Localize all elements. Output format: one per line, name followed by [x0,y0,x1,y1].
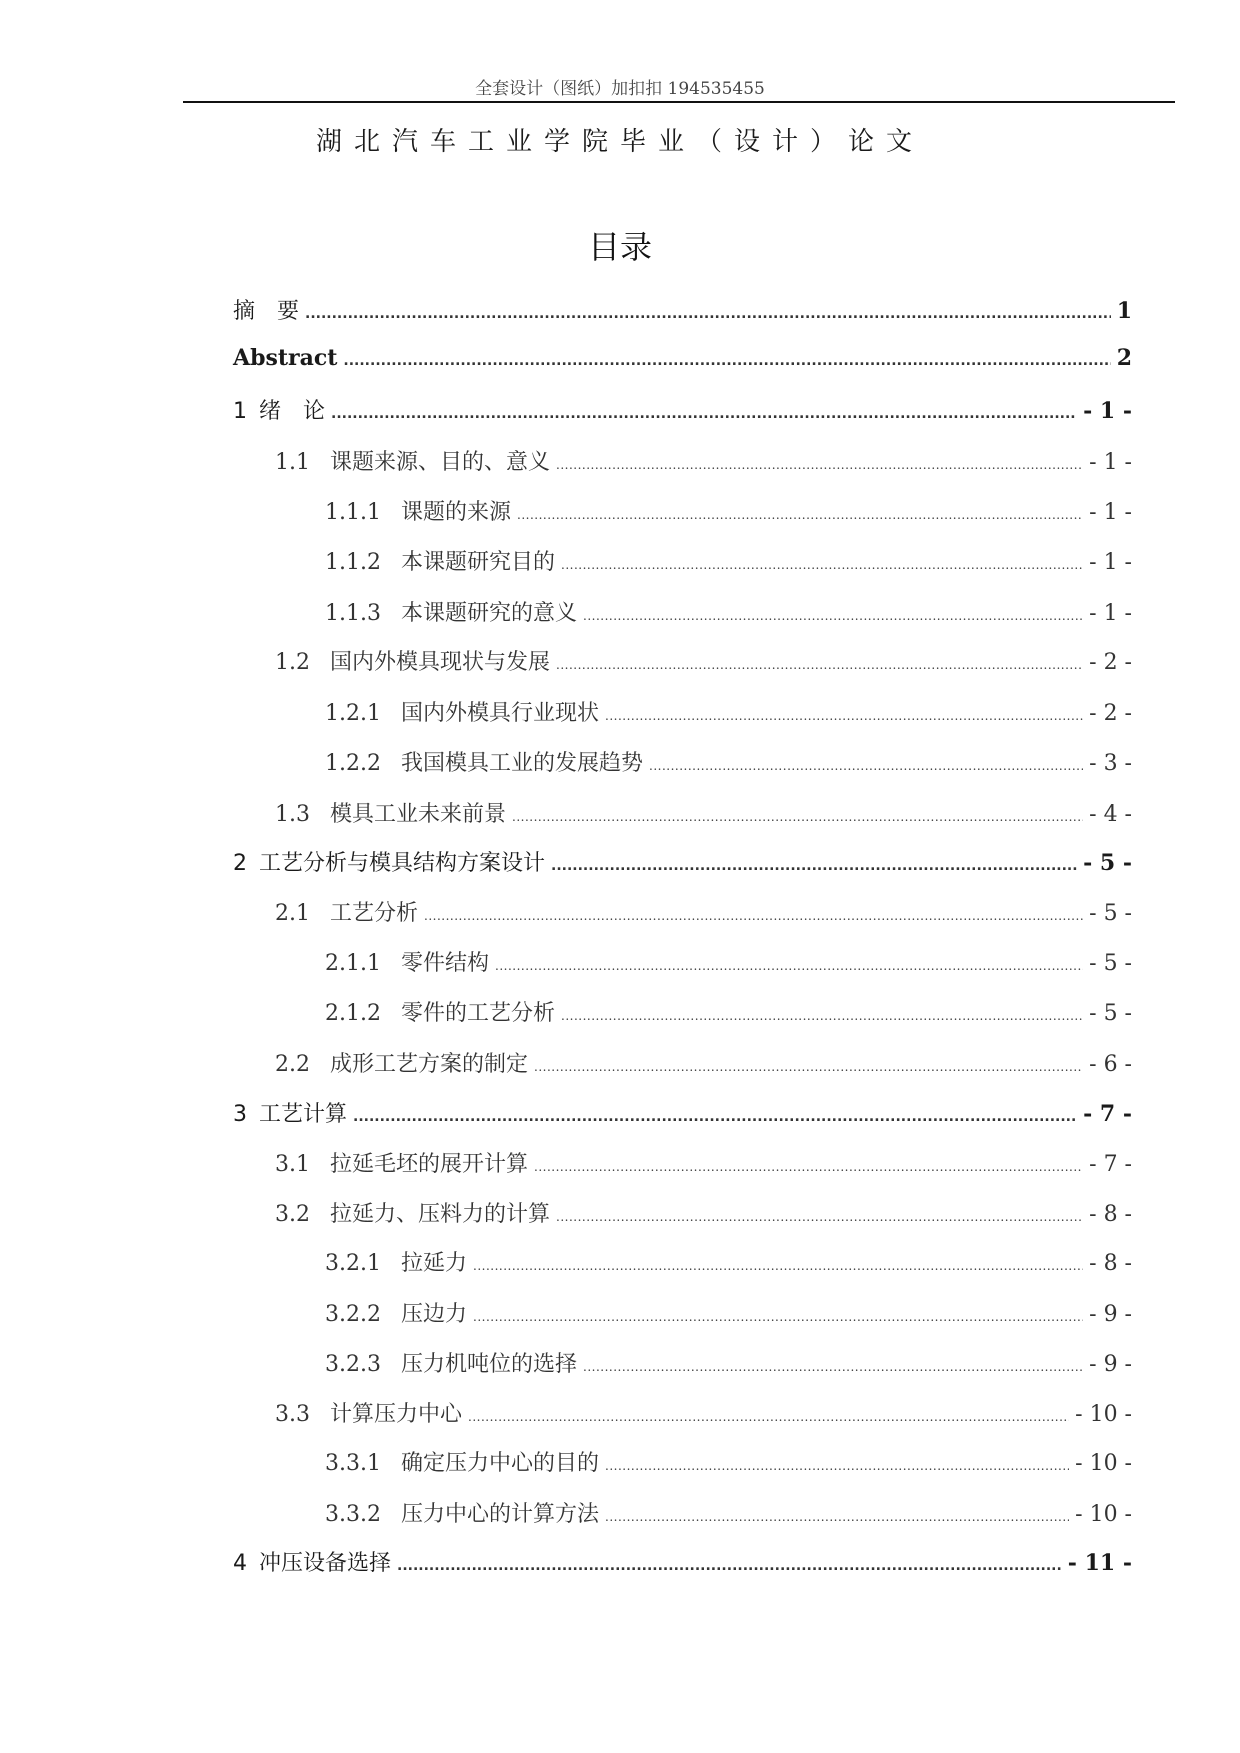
toc-entry-label: 摘 要 [233,299,300,324]
toc-entry-label: 工艺分析与模具结构方案设计 [259,851,546,876]
toc-entry-label: 我国模具工业的发展趋势 [400,751,643,776]
toc-entry-label: 课题来源、目的、意义 [330,450,551,475]
toc-entry-label: 本课题研究目的 [400,550,555,575]
toc-leader-dots [424,909,1083,923]
toc-entry-page: - 1 - [1089,550,1132,575]
toc-leader-dots [331,406,1077,422]
toc-entry-page: - 11 - [1067,1550,1132,1576]
toc-entry-number: 1.1.3 [325,601,381,626]
toc-entry-label: 压力中心的计算方法 [400,1502,599,1527]
toc-entry-page: - 1 - [1089,450,1132,475]
toc-entry-page: - 1 - [1089,601,1132,626]
toc-leader-dots [512,810,1083,824]
toc-entry-number: 1.2.1 [325,701,381,726]
toc-entry-number: 3.1 [275,1152,310,1177]
toc-entry-label: 课题的来源 [400,500,511,525]
toc-entry[interactable] [325,746,1132,780]
toc-entry[interactable] [233,1546,1132,1580]
toc-entry-label: 绪 论 [259,399,326,424]
toc-entry-page: - 10 - [1075,1402,1132,1427]
toc-entry-label: 成形工艺方案的制定 [330,1052,529,1077]
toc-entry-page: - 2 - [1089,650,1132,675]
toc-entry[interactable] [325,1497,1132,1531]
toc-entry-number: 3.2.3 [325,1352,381,1377]
toc-leader-dots [583,609,1083,623]
toc-entry-number: 1.2.2 [325,751,381,776]
toc-entry-label: 本课题研究的意义 [400,601,577,626]
toc-entry-number: 3.2.1 [325,1251,381,1276]
toc-leader-dots [561,1009,1083,1023]
toc-entry[interactable] [233,345,1132,379]
toc-entry-label: 工艺计算 [259,1102,348,1127]
toc-entry-page: - 9 - [1089,1352,1132,1377]
toc-leader-dots [473,1310,1083,1324]
toc-entry-page: - 5 - [1089,951,1132,976]
toc-entry-number: 1.1 [275,450,310,475]
toc-entry[interactable] [275,1147,1132,1181]
toc-entry-page: 2 [1116,345,1132,371]
toc-entry-number: 2.1.1 [325,951,381,976]
toc-leader-dots [556,658,1083,672]
toc-entry[interactable] [325,1246,1132,1280]
toc-entry[interactable] [325,1297,1132,1331]
school-title: 湖北汽车工业学院毕业（设计）论文 [315,127,924,157]
toc-entry-label: Abstract [233,345,338,371]
toc-entry[interactable] [233,1097,1132,1131]
top-note: 全套设计（图纸）加扣扣 194535455 [475,79,765,99]
toc-entry-label: 工艺分析 [330,901,419,926]
toc-entry-page: - 5 - [1089,901,1132,926]
toc-leader-dots [583,1360,1083,1374]
toc-entry[interactable] [275,1397,1132,1431]
toc-leader-dots [473,1259,1083,1273]
toc-entry[interactable] [275,1047,1132,1081]
toc-entry[interactable] [325,696,1132,730]
toc-entry-page: - 2 - [1089,701,1132,726]
toc-leader-dots [468,1410,1069,1424]
toc-entry-page: - 1 - [1083,398,1132,424]
toc-entry[interactable] [325,946,1132,980]
toc-entry-page: - 4 - [1089,802,1132,827]
toc-entry-label: 国内外模具行业现状 [400,701,599,726]
toc-entry[interactable] [275,797,1132,831]
toc-entry-number: 2.2 [275,1052,310,1077]
toc-entry-number: 3.2.2 [325,1302,381,1327]
toc-entry-page: - 7 - [1089,1152,1132,1177]
toc-entry[interactable] [325,996,1132,1030]
toc-entry-label: 拉延毛坯的展开计算 [330,1152,529,1177]
toc-entry-number: 1.1.2 [325,550,381,575]
toc-entry-number: 3.3 [275,1402,310,1427]
toc-entry-page: - 7 - [1083,1101,1132,1127]
toc-entry-page: - 1 - [1089,500,1132,525]
toc-entry-label: 确定压力中心的目的 [400,1451,599,1476]
toc-leader-dots [397,1558,1062,1574]
toc-entry-label: 拉延力 [400,1251,467,1276]
toc-entry-page: - 9 - [1089,1302,1132,1327]
toc-leader-dots [556,1210,1083,1224]
toc-entry-page: - 8 - [1089,1251,1132,1276]
toc-entry-page: - 5 - [1089,1001,1132,1026]
toc-leader-dots [305,306,1111,322]
toc-entry[interactable] [275,645,1132,679]
toc-entry[interactable] [233,846,1132,880]
toc-leader-dots [353,1109,1077,1125]
toc-entry-number: 2.1.2 [325,1001,381,1026]
toc-entry-number: 1.2 [275,650,310,675]
toc-leader-dots [534,1160,1083,1174]
toc-leader-dots [561,558,1083,572]
toc-entry-number: 1.3 [275,802,310,827]
toc-entry[interactable] [325,1446,1132,1480]
toc-entry-label: 零件的工艺分析 [400,1001,555,1026]
toc-entry-page: - 8 - [1089,1202,1132,1227]
toc-entry-page: 1 [1116,298,1132,324]
toc-leader-dots [343,353,1110,369]
toc-entry-page: - 10 - [1075,1502,1132,1527]
toc-entry-number: 1.1.1 [325,500,381,525]
toc-leader-dots [495,959,1083,973]
toc-entry[interactable] [233,394,1132,428]
toc-entry-number: 3.3.2 [325,1502,381,1527]
toc-leader-dots [517,508,1083,522]
toc-entry-page: - 6 - [1089,1052,1132,1077]
toc-entry-label: 压力机吨位的选择 [400,1352,577,1377]
toc-leader-dots [649,759,1083,773]
toc-entry[interactable] [325,596,1132,630]
toc-entry-number: 3.3.1 [325,1451,381,1476]
toc-entry[interactable] [275,445,1132,479]
header-rule [183,101,1175,103]
toc-leader-dots [605,1510,1069,1524]
toc-entry-label: 压边力 [400,1302,467,1327]
toc-entry-number: 2 [233,851,247,876]
toc-entry[interactable] [325,495,1132,529]
toc-entry[interactable] [325,545,1132,579]
toc-leader-dots [605,1459,1069,1473]
toc-entry-page: - 3 - [1089,751,1132,776]
toc-entry-number: 3.2 [275,1202,310,1227]
toc-leader-dots [605,709,1083,723]
toc-title: 目录 [587,228,652,266]
toc-entry-number: 4 [233,1551,247,1576]
toc-entry[interactable] [275,1197,1132,1231]
toc-leader-dots [556,458,1083,472]
toc-entry-label: 拉延力、压料力的计算 [330,1202,551,1227]
toc-entry[interactable] [233,294,1132,328]
toc-entry-number: 3 [233,1102,247,1127]
toc-entry-page: - 5 - [1083,850,1132,876]
toc-entry-label: 模具工业未来前景 [330,802,507,827]
toc-entry-label: 国内外模具现状与发展 [330,650,551,675]
toc-entry-label: 冲压设备选择 [259,1551,392,1576]
toc-entry-label: 计算压力中心 [330,1402,463,1427]
toc-entry-label: 零件结构 [400,951,489,976]
toc-entry[interactable] [325,1347,1132,1381]
toc-entry-number: 2.1 [275,901,310,926]
toc-entry-number: 1 [233,399,247,424]
toc-entry[interactable] [275,896,1132,930]
toc-entry-page: - 10 - [1075,1451,1132,1476]
toc-leader-dots [551,858,1077,874]
toc-leader-dots [534,1060,1083,1074]
